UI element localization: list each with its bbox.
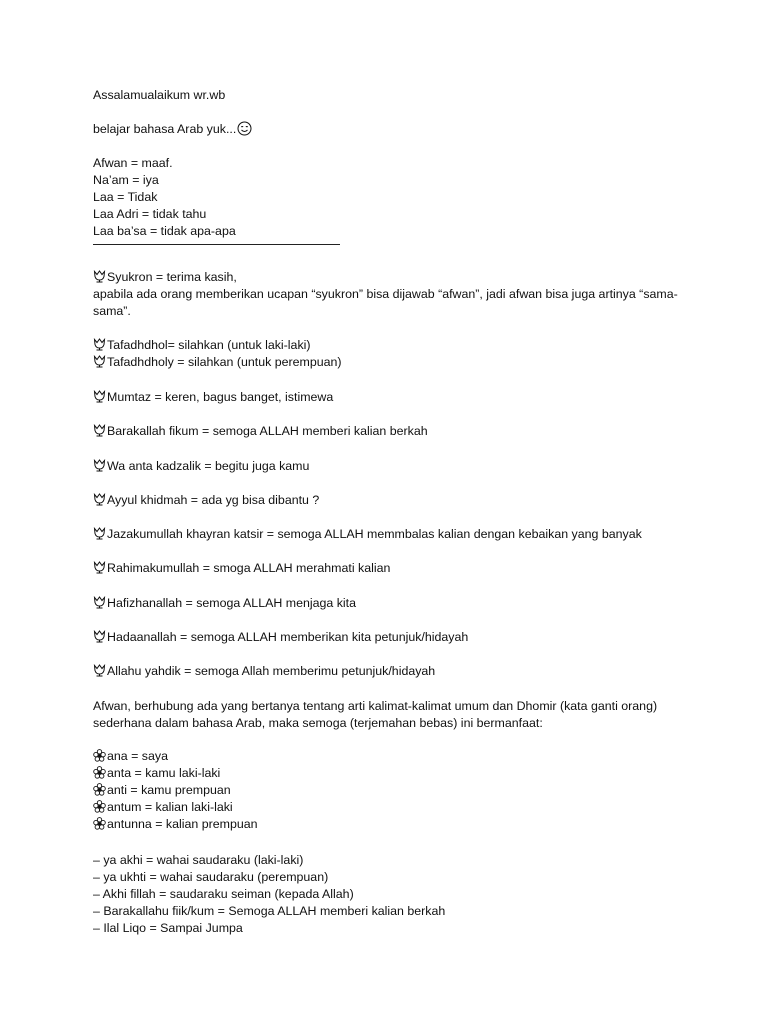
pronoun-text: ana = saya xyxy=(107,749,168,763)
phrase-text: Allahu yahdik = semoga Allah memberimu petunjuk/hidayah xyxy=(107,664,436,678)
dhomir-intro: Afwan, berhubung ada yang bertanya tentang arti kalimat-kalimat umum dan Dhomir (kata ganti orang) sederhana dalam bahasa Arab, maka semoga (terjemahan bebas) ini bermanfaat: xyxy=(93,699,658,730)
flower-icon xyxy=(93,766,106,779)
phrase-item xyxy=(93,458,309,475)
tulip-icon xyxy=(93,527,106,540)
phrase-item xyxy=(93,595,356,612)
phrase-item xyxy=(93,663,435,680)
expression-item: – Ilal Liqo = Sampai Jumpa xyxy=(93,921,243,935)
flower-icon xyxy=(93,749,106,762)
smiley-icon xyxy=(237,121,252,136)
expression-item: – ya ukhti = wahai saudaraku (perempuan) xyxy=(93,870,329,884)
syukron-block xyxy=(93,269,693,320)
basic-item: Laa = Tidak xyxy=(93,190,158,204)
basic-item: Laa ba’sa = tidak apa-apa xyxy=(93,224,236,238)
tulip-icon xyxy=(93,459,106,472)
expression-item: – ya akhi = wahai saudaraku (laki-laki) xyxy=(93,853,304,867)
flower-icon xyxy=(93,817,106,830)
phrase-text: Wa anta kadzalik = begitu juga kamu xyxy=(107,459,310,473)
phrase-item xyxy=(93,629,468,646)
pronoun-list xyxy=(93,748,258,833)
pronoun-text: antunna = kalian prempuan xyxy=(107,817,258,831)
pronoun-text: anta = kamu laki-laki xyxy=(107,766,221,780)
phrase-text: Hafizhanallah = semoga ALLAH menjaga kita xyxy=(107,596,356,610)
pronoun-item xyxy=(93,799,258,816)
tulip-icon xyxy=(93,355,106,368)
flower-icon xyxy=(93,800,106,813)
phrase-item xyxy=(93,526,642,543)
phrase-item xyxy=(93,560,390,577)
phrase-text: Mumtaz = keren, bagus banget, istimewa xyxy=(107,390,334,404)
phrase-item xyxy=(93,354,342,371)
tulip-icon xyxy=(93,338,106,351)
phrase-item xyxy=(93,423,428,440)
pronoun-item xyxy=(93,765,258,782)
phrase-text: Ayyul khidmah = ada yg bisa dibantu ? xyxy=(107,493,320,507)
phrase-text: Barakallah fikum = semoga ALLAH memberi kalian berkah xyxy=(107,424,428,438)
phrase-text: Tafadhdhol= silahkan (untuk laki-laki) xyxy=(107,338,311,352)
tulip-icon xyxy=(93,270,106,283)
phrase-item xyxy=(93,492,319,509)
basic-item: Laa Adri = tidak tahu xyxy=(93,207,207,221)
pronoun-item xyxy=(93,782,258,799)
divider xyxy=(93,244,340,245)
greeting: Assalamualaikum wr.wb xyxy=(93,88,226,102)
basics-list xyxy=(93,155,340,245)
syukron-note: apabila ada orang memberikan ucapan “syukron” bisa dijawab “afwan”, jadi afwan bisa juga artinya “sama-sama”. xyxy=(93,287,678,318)
phrase-pair xyxy=(93,337,342,371)
syukron-text: Syukron = terima kasih, xyxy=(107,270,237,284)
basic-item: Afwan = maaf. xyxy=(93,156,173,170)
intro-line xyxy=(93,121,253,138)
expression-list xyxy=(93,852,445,937)
tulip-icon xyxy=(93,390,106,403)
pronoun-item xyxy=(93,748,258,765)
tulip-icon xyxy=(93,561,106,574)
expression-item: – Akhi fillah = saudaraku seiman (kepada Allah) xyxy=(93,887,354,901)
phrase-text: Jazakumullah khayran katsir = semoga ALLAH memmbalas kalian dengan kebaikan yang banyak xyxy=(107,527,642,541)
phrase-item xyxy=(93,389,333,406)
pronoun-text: anti = kamu prempuan xyxy=(107,783,231,797)
intro-text: belajar bahasa Arab yuk... xyxy=(93,122,237,136)
expression-item: – Barakallahu fiik/kum = Semoga ALLAH memberi kalian berkah xyxy=(93,904,446,918)
pronoun-text: antum = kalian laki-laki xyxy=(107,800,233,814)
phrase-item xyxy=(93,337,342,354)
phrase-text: Tafadhdholy = silahkan (untuk perempuan) xyxy=(107,355,342,369)
phrase-text: Rahimakumullah = smoga ALLAH merahmati kalian xyxy=(107,561,391,575)
flower-icon xyxy=(93,783,106,796)
basic-item: Na’am = iya xyxy=(93,173,159,187)
tulip-icon xyxy=(93,630,106,643)
tulip-icon xyxy=(93,664,106,677)
phrase-text: Hadaanallah = semoga ALLAH memberikan kita petunjuk/hidayah xyxy=(107,630,469,644)
pronoun-item xyxy=(93,816,258,833)
syukron-line xyxy=(93,269,693,286)
tulip-icon xyxy=(93,596,106,609)
tulip-icon xyxy=(93,424,106,437)
tulip-icon xyxy=(93,493,106,506)
